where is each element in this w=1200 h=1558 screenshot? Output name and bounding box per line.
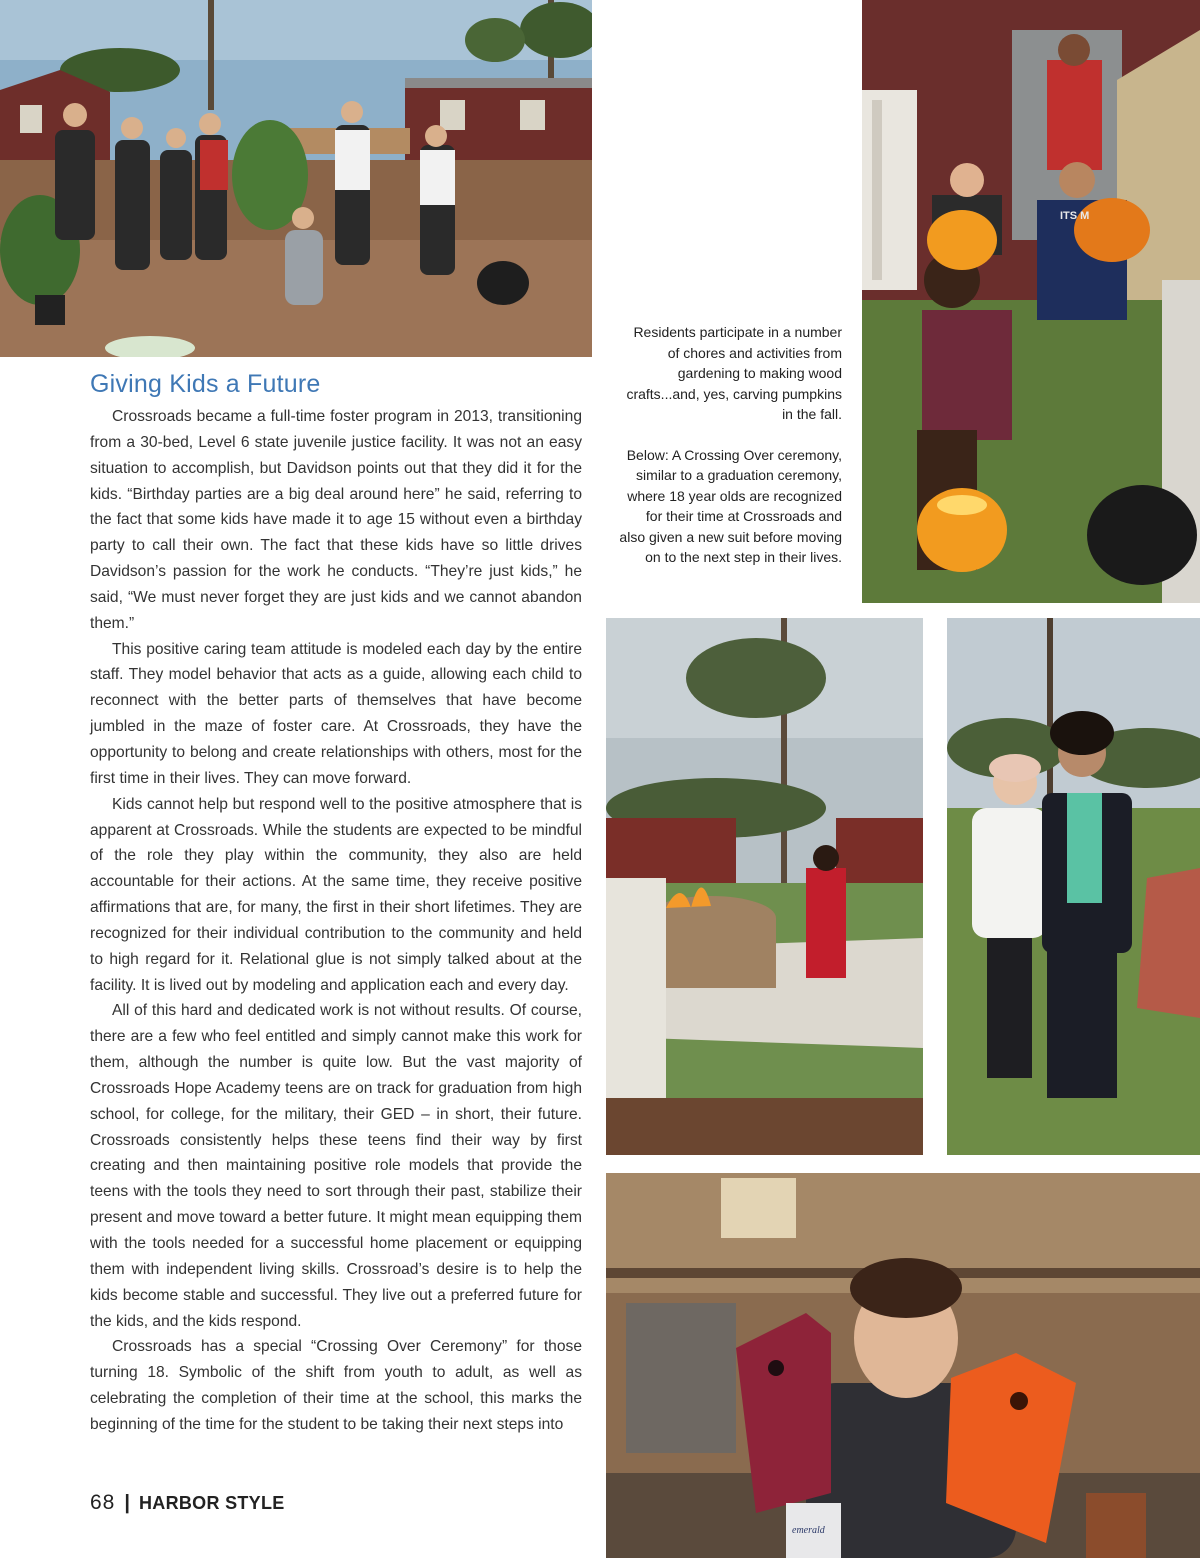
body-paragraph: All of this hard and dedicated work is not without results. Of course, there are a few who feel entitled and simply cannot make this work for them, although the number is quite low. But the vast majority of Crossroads Hope Academy teens are on track for graduation from high school, for college, for the military, their GED – in short, their future. Crossroads consistently helps these teens find their way by first creating and then maintaining positive role models that provide the teens with the tools they need to sort through their past, stabilize their present and move toward a better future. It might mean equipping them with the tools needed for a successful home placement or equipping them with independent living skills. Crossroad’s desire is to help the kids become stable and successful. They live out a preferred future for the kids, and the kids respond.: [90, 1002, 582, 1330]
body-paragraph: Crossroads became a full-time foster program in 2013, transitioning from a 30-bed, Level 6 state juvenile justice facility. It was not an easy situation to accomplish, but Davidson points out that they did it for the kids. “Birthday parties are a big deal around here” he said, referring to the fact that some kids have made it to age 15 without even a birthday party to call their own. The fact that these kids have so little drives Davidson’s passion for the work he conducts. “They’re just kids,” he said, “We must never forget they are just kids and we cannot abandon them.”: [90, 408, 582, 632]
birdhouse-photo: [606, 1173, 1200, 1558]
article-body: [90, 404, 582, 1438]
page-number: 68: [90, 1491, 116, 1514]
body-paragraph: Kids cannot help but respond well to the positive atmosphere that is apparent at Crossroads. While the students are expected to be mindful of the role they play within the community, they also are held accountable for their actions. At the same time, they receive positive affirmations that are, for many, the first in their short lifetimes. They are recognized for their individual contribution to the community and held to high regard for it. Relational glue is not simply talked about at the facility. It is lived out by modeling and application each and every day.: [90, 795, 582, 994]
photo-caption: [618, 322, 842, 568]
folio-separator: |: [124, 1491, 130, 1514]
paint-can-label: emerald: [792, 1525, 825, 1536]
caption-bottom: Below: A Crossing Over ceremony, similar to a graduation ceremony, where 18 year olds are recognized for their time at Crossroads and also given a new suit before moving on to the next step in their lives.: [619, 446, 842, 565]
ceremony-couple-photo: [947, 618, 1200, 1155]
body-paragraph: Crossroads has a special “Crossing Over Ceremony” for those turning 18. Symbolic of the shift from youth to adult, as well as celebrating the completion of their time at the school, this marks the beginning of the time for the student to be taking their next steps into: [90, 1338, 582, 1433]
magazine-name: HARBOR STYLE: [138, 1492, 285, 1513]
garden-photo: [0, 0, 592, 357]
pumpkin-carving-photo: [862, 0, 1200, 603]
article-headline: Giving Kids a Future: [90, 370, 321, 398]
body-paragraph: This positive caring team attitude is modeled each day by the entire staff. They model behavior that acts as a guide, allowing each child to reconnect with the better parts of themselves that have become jumbled in the maze of foster care. At Crossroads, they have the opportunity to belong and create relationships with others, most for the first time in their lives. They can move forward.: [90, 640, 582, 787]
shirt-text: ITS M: [1060, 210, 1090, 222]
page-folio: [90, 1491, 285, 1515]
fire-pit-ceremony-photo: [606, 618, 923, 1155]
caption-top: Residents participate in a number of chores and activities from gardening to making wood crafts...and, yes, carving pumpkins in the fall.: [626, 324, 842, 422]
